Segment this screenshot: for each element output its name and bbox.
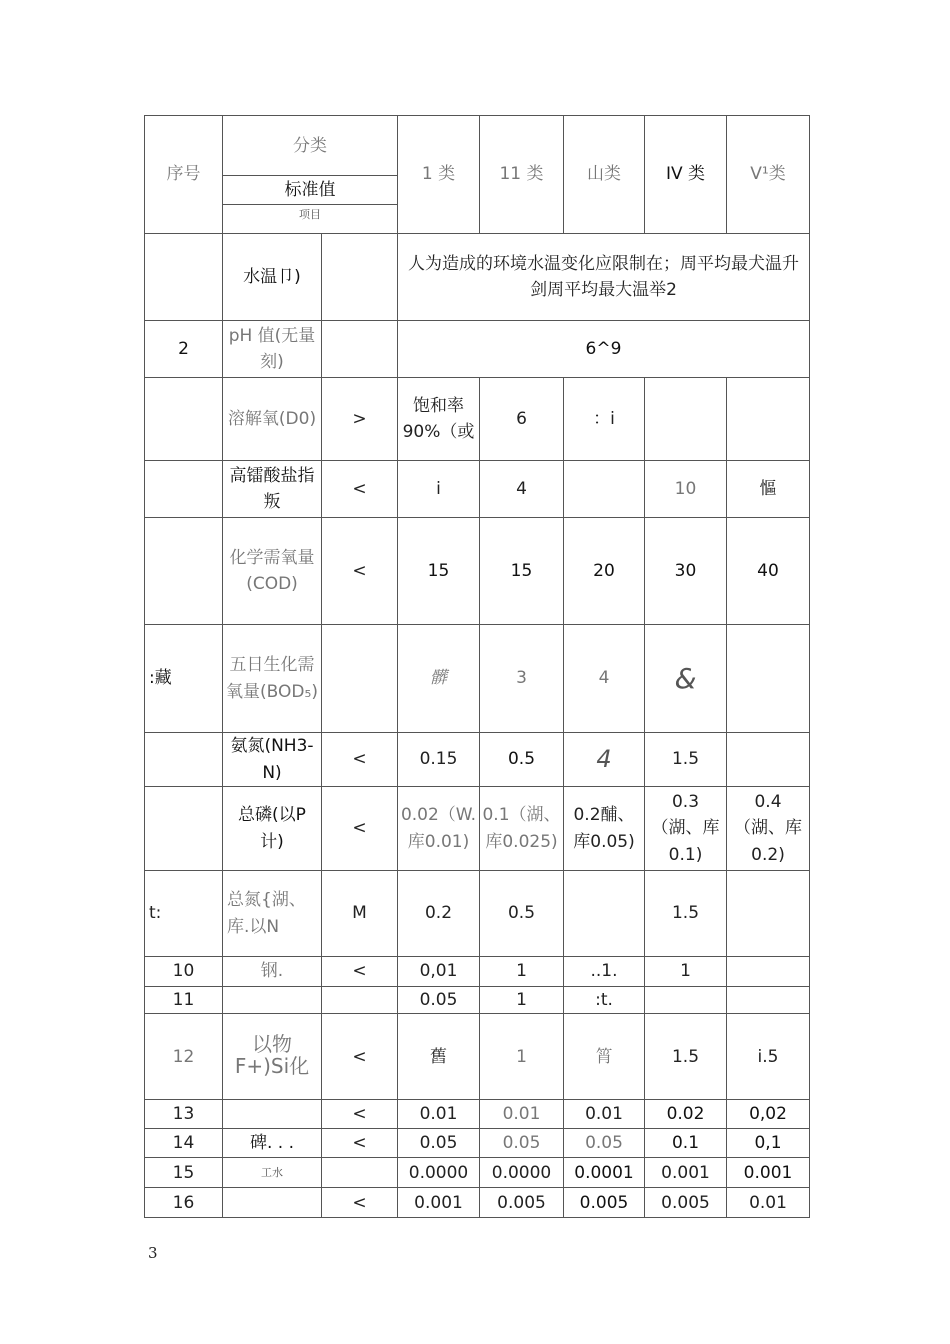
row-item: 氨氮(NH3-N) [223,733,322,787]
row-value-2: 6 [480,378,564,461]
row-item: 五日生化需氧量(BOD₅) [223,625,322,733]
row-value-2: 15 [480,518,564,625]
header-row [145,116,810,234]
row-op [322,1158,398,1188]
row-merged-value: 6^9 [398,321,810,378]
table-row [145,1014,810,1100]
row-value-1: i [398,461,480,518]
row-value-1: 0.15 [398,733,480,787]
row-op: < [322,733,398,787]
page-number: 3 [148,1244,158,1262]
row-value-2: 0.01 [480,1100,564,1129]
row-value-2: 1 [480,987,564,1014]
row-item: 水温卩) [223,234,322,321]
row-no: 16 [145,1188,223,1218]
row-value-2: 1 [480,957,564,987]
row-value-4: 0.3（湖、库0.1) [645,787,727,871]
row-value-5 [727,733,810,787]
row-item: 钢. [223,957,322,987]
table-row [145,1158,810,1188]
table-row [145,1129,810,1158]
standards-table-wrapper [144,115,809,1218]
row-value-3: 0.0001 [564,1158,645,1188]
header-standard: 标准值 [223,176,397,205]
row-value-5 [727,957,810,987]
row-value-4: 1.5 [645,733,727,787]
row-value-2: 4 [480,461,564,518]
row-item: 碑. . . [223,1129,322,1158]
row-no: t: [145,871,223,957]
row-item-text: 工水 [261,1166,283,1180]
row-op: M [322,871,398,957]
row-value-1: 0.001 [398,1188,480,1218]
row-item [223,1158,322,1188]
table-row [145,787,810,871]
row-item [223,1188,322,1218]
row-value-3 [564,871,645,957]
row-op: < [322,1129,398,1158]
row-value-4: 1.5 [645,871,727,957]
row-value-5: 慪 [727,461,810,518]
row-value-5: 40 [727,518,810,625]
row-item-text: 以物F+)Si化 [234,1031,310,1078]
header-category: 分类 [223,117,397,176]
row-no [145,518,223,625]
table-row [145,461,810,518]
row-value-4: 1.5 [645,1014,727,1100]
row-value-1: 0.02（W.库0.01) [398,787,480,871]
table-row [145,321,810,378]
row-value-5 [727,987,810,1014]
row-value-1: 饱和率90%（或 [398,378,480,461]
row-value-1: 0.2 [398,871,480,957]
header-seq: 序号 [145,116,223,234]
row-op: < [322,518,398,625]
header-class-2: 11 类 [480,116,564,234]
row-value-4: 0.001 [645,1158,727,1188]
row-op: < [322,957,398,987]
row-no [145,787,223,871]
row-value-2: 0.0000 [480,1158,564,1188]
row-value-1: 15 [398,518,480,625]
row-value-5: i.5 [727,1014,810,1100]
row-op [322,321,398,378]
row-value-3: ..1. [564,957,645,987]
row-no: 2 [145,321,223,378]
row-value-5: 0.4（湖、库0.2) [727,787,810,871]
row-value-4 [645,987,727,1014]
row-no [145,733,223,787]
table-row [145,1188,810,1218]
row-no: 11 [145,987,223,1014]
row-value-2: 0.5 [480,871,564,957]
row-item: pH 值(无量刻) [223,321,322,378]
row-merged-value: 人为造成的环境水温变化应限制在；周平均最犬温升剑周平均最大温举2 [398,234,810,321]
standards-table [144,115,810,1218]
row-value-4: 1 [645,957,727,987]
row-value-1: 舊 [398,1014,480,1100]
row-value-1: 髒 [398,625,480,733]
row-no: 15 [145,1158,223,1188]
row-value-2: 0.05 [480,1129,564,1158]
row-no: 12 [145,1014,223,1100]
row-op: < [322,1188,398,1218]
row-op [322,987,398,1014]
row-item [223,1014,322,1100]
row-op: < [322,461,398,518]
row-op: > [322,378,398,461]
row-value-5 [727,625,810,733]
row-value-3: 4 [564,733,645,787]
table-row [145,733,810,787]
row-no [145,234,223,321]
table-row [145,234,810,321]
row-item: 溶解氧(D0) [223,378,322,461]
table-row [145,987,810,1014]
table-row [145,957,810,987]
table-row [145,1100,810,1129]
row-value-2: 0.1（湖、库0.025) [480,787,564,871]
header-class-4: IV 类 [645,116,727,234]
header-item: 项目 [299,207,321,221]
row-value-3: 20 [564,518,645,625]
row-op [322,625,398,733]
header-class-1: 1 类 [398,116,480,234]
row-value-3: :t. [564,987,645,1014]
row-value-1: 0.0000 [398,1158,480,1188]
row-op: < [322,787,398,871]
row-value-2: 3 [480,625,564,733]
row-op: < [322,1014,398,1100]
row-value-2: 0.005 [480,1188,564,1218]
row-value-5 [727,871,810,957]
row-value-3: 4 [564,625,645,733]
row-value-4: 0.1 [645,1129,727,1158]
row-item: 化学需氧量(COD) [223,518,322,625]
row-value-5: 0,02 [727,1100,810,1129]
row-value-3: 0.01 [564,1100,645,1129]
row-item: 总氮{湖、库.以N [223,871,322,957]
row-value-4: 0.02 [645,1100,727,1129]
row-no [145,461,223,518]
row-value-1: 0.01 [398,1100,480,1129]
row-value-4 [645,378,727,461]
header-category-cell [223,116,398,234]
header-class-5: V¹类 [727,116,810,234]
table-row [145,378,810,461]
row-value-3: 0.005 [564,1188,645,1218]
row-value-3: 0.05 [564,1129,645,1158]
table-row [145,625,810,733]
row-value-4: & [645,625,727,733]
row-value-2: 1 [480,1014,564,1100]
table-row [145,518,810,625]
row-item [223,1100,322,1129]
row-value-5: 0,1 [727,1129,810,1158]
row-value-5: 0.001 [727,1158,810,1188]
header-class-3: 山类 [564,116,645,234]
row-item: 高镭酸盐指叛 [223,461,322,518]
row-item: 总磷(以P 计) [223,787,322,871]
row-value-5: 0.01 [727,1188,810,1218]
row-no: :藏 [145,625,223,733]
row-op: < [322,1100,398,1129]
row-value-4: 30 [645,518,727,625]
row-value-2: 0.5 [480,733,564,787]
row-no: 10 [145,957,223,987]
row-value-3: 筲 [564,1014,645,1100]
row-value-1: 0.05 [398,1129,480,1158]
row-no: 14 [145,1129,223,1158]
row-no: 13 [145,1100,223,1129]
row-no [145,378,223,461]
row-value-3: ：i [564,378,645,461]
row-value-3 [564,461,645,518]
row-value-4: 0.005 [645,1188,727,1218]
row-item [223,987,322,1014]
row-op [322,234,398,321]
row-value-1: 0,01 [398,957,480,987]
table-row [145,871,810,957]
row-value-1: 0.05 [398,987,480,1014]
row-value-5 [727,378,810,461]
row-value-3: 0.2酺、库0.05) [564,787,645,871]
row-value-4: 10 [645,461,727,518]
